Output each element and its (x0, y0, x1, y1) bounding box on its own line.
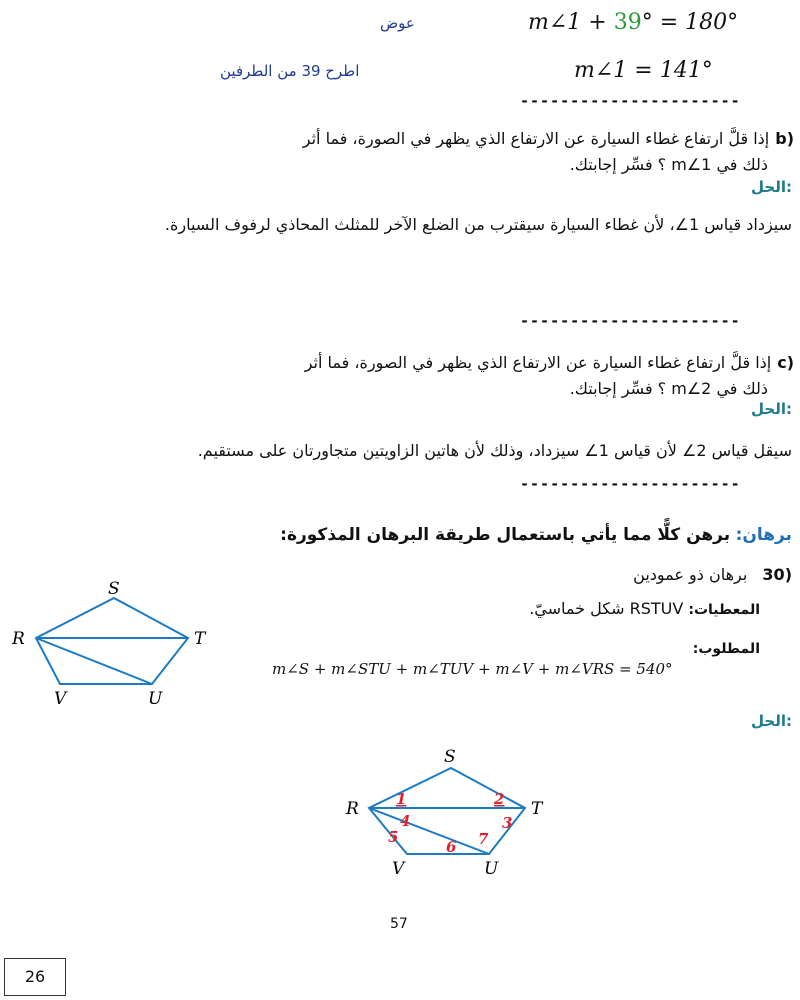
equation-lhs: m∠1 + (528, 10, 614, 35)
pentagon-figure (10, 578, 210, 708)
step1-note: عوض (380, 14, 415, 32)
vertex-label-u: U (148, 689, 163, 708)
diagonal-ru (36, 638, 152, 684)
required-label: المطلوب: (692, 641, 760, 657)
angle-number-7: 7 (478, 830, 489, 848)
equation-step1 (528, 10, 738, 35)
question-c-line2: ذلك في m∠2 ؟ فسِّر إجابتك. (569, 379, 768, 398)
problem-30 (633, 562, 792, 588)
question-c-label: c) (777, 353, 794, 372)
proof-heading-key: برهان: (735, 525, 792, 545)
given-label: المعطيات: (688, 602, 760, 618)
page-box: 26 (4, 958, 66, 996)
proof-heading (280, 522, 792, 548)
divider-3: ---------------------- (520, 475, 741, 493)
question-b-line1: إذا قلَّ ارتفاع غطاء السيارة عن الارتفاع الذي يظهر في الصورة، فما أثر (302, 129, 770, 148)
pentagon-angles-figure (340, 746, 550, 876)
pentagon-rstuv (36, 598, 188, 684)
question-b-label: b) (775, 129, 794, 148)
question-c-line1: إذا قلَّ ارتفاع غطاء السيارة عن الارتفاع الذي يظهر في الصورة، فما أثر (304, 353, 772, 372)
step2-note: اطرح 39 من الطرفين (220, 62, 360, 80)
vertex-label-t: T (194, 629, 206, 649)
proof-method: برهان ذو عمودين (633, 565, 748, 584)
given-text: RSTUV شكل خماسيّ. (529, 599, 684, 618)
vertex-label-u-2: U (484, 859, 499, 876)
proof-heading-text: برهن كلًّا مما يأتي باستعمال طريقة البرهان المذكورة: (280, 525, 731, 545)
question-c (34, 350, 794, 402)
angle-number-5: 5 (388, 828, 399, 846)
question-b-solution-label: الحل: (751, 178, 792, 196)
page-number: 57 (390, 916, 408, 932)
angle-number-1: 1 (396, 790, 407, 808)
vertex-label-s-2: S (444, 747, 456, 767)
vertex-label-s: S (108, 579, 120, 599)
divider-2: ---------------------- (520, 312, 741, 330)
equation-substituted-value: 39 (613, 10, 642, 35)
angle-number-3: 3 (502, 814, 513, 832)
vertex-label-v-2: V (392, 859, 405, 876)
question-c-answer: سيقل قياس 2∠ لأن قياس 1∠ سيزداد، وذلك لأن هاتين الزاويتين متجاورتان على مستقيم. (197, 441, 792, 460)
angle-number-2: 2 (494, 790, 505, 808)
proof-solution-label: الحل: (751, 712, 792, 730)
given (529, 596, 760, 623)
vertex-label-r-2: R (346, 799, 359, 819)
question-b (34, 126, 794, 178)
divider-1: ---------------------- (520, 92, 741, 110)
vertex-label-r: R (12, 629, 25, 649)
question-b-answer: سيزداد قياس 1∠، لأن غطاء السيارة سيقترب من الضلع الآخر للمثلث المحاذي لرفوف السيارة. (164, 215, 792, 234)
question-b-line2: ذلك في m∠1 ؟ فسِّر إجابتك. (569, 155, 768, 174)
question-c-solution-label: الحل: (751, 400, 792, 418)
vertex-label-v: V (54, 689, 67, 708)
angle-number-4: 4 (400, 812, 411, 830)
vertex-label-t-2: T (531, 799, 543, 819)
problem-number: 30) (762, 565, 792, 584)
equation-rhs: = 180° (652, 10, 739, 35)
angle-number-6: 6 (446, 838, 457, 856)
degree-sign: ° (641, 10, 653, 35)
equation-step2: m∠1 = 141° (574, 58, 713, 83)
required-equation: m∠S + m∠STU + m∠TUV + m∠V + m∠VRS = 540° (272, 660, 673, 678)
